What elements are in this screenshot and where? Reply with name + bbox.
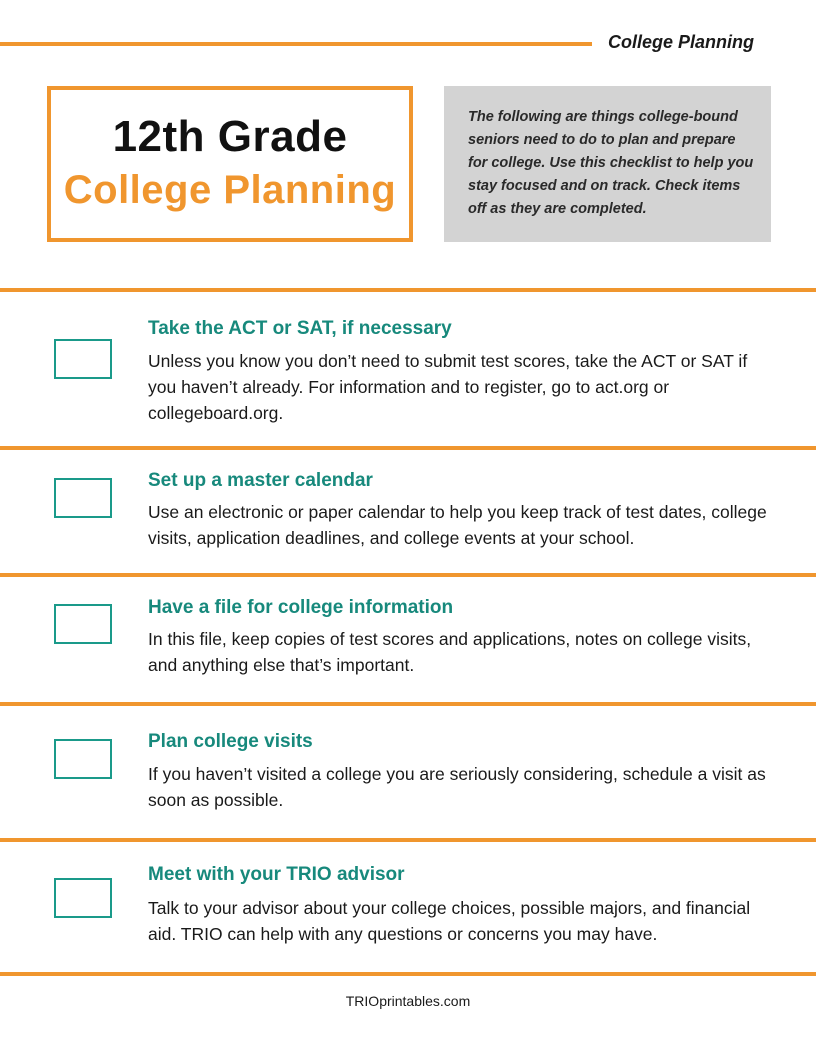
title-subject: College Planning (63, 168, 397, 212)
checkbox[interactable] (54, 604, 112, 644)
checklist-item (0, 706, 816, 838)
checkbox[interactable] (54, 478, 112, 518)
intro-text: The following are things college-bound seniors need to do to plan and prepare for college. Use this checklist to help you stay focused and on track. Check items off as they are completed. (444, 86, 771, 242)
checklist-item (0, 577, 816, 702)
footer-url: TRIOprintables.com (345, 993, 471, 1009)
checkbox[interactable] (54, 339, 112, 379)
item-description: Unless you know you don’t need to submit test scores, take the ACT or SAT if you haven’t already. For information and to register, go to act.org or collegeboard.org. (148, 351, 748, 423)
item-title: Plan college visits (148, 731, 313, 752)
checklist-item (0, 292, 816, 446)
item-description: In this file, keep copies of test scores and applications, notes on college visits, and anything else that’s important. (148, 629, 752, 675)
item-description: Use an electronic or paper calendar to help you keep track of test dates, college visits, application deadlines, and college events at your school. (148, 502, 767, 548)
item-title: Take the ACT or SAT, if necessary (148, 318, 452, 339)
item-title: Have a file for college information (148, 597, 454, 618)
checkbox[interactable] (54, 878, 112, 918)
checkbox[interactable] (54, 739, 112, 779)
checklist-item (0, 842, 816, 972)
checklist-item (0, 450, 816, 573)
item-title: Set up a master calendar (148, 470, 373, 491)
title-grade: 12th Grade (112, 112, 348, 161)
header-rule (0, 42, 592, 46)
item-title: Meet with your TRIO advisor (148, 864, 405, 885)
header-label: College Planning (608, 32, 755, 52)
item-description: If you haven’t visited a college you are seriously considering, schedule a visit as soon as possible. (148, 764, 766, 810)
item-description: Talk to your advisor about your college choices, possible majors, and financial aid. TRIO can help with any questions or concerns you may have. (148, 898, 751, 944)
divider (0, 972, 816, 976)
title-box (47, 86, 413, 242)
